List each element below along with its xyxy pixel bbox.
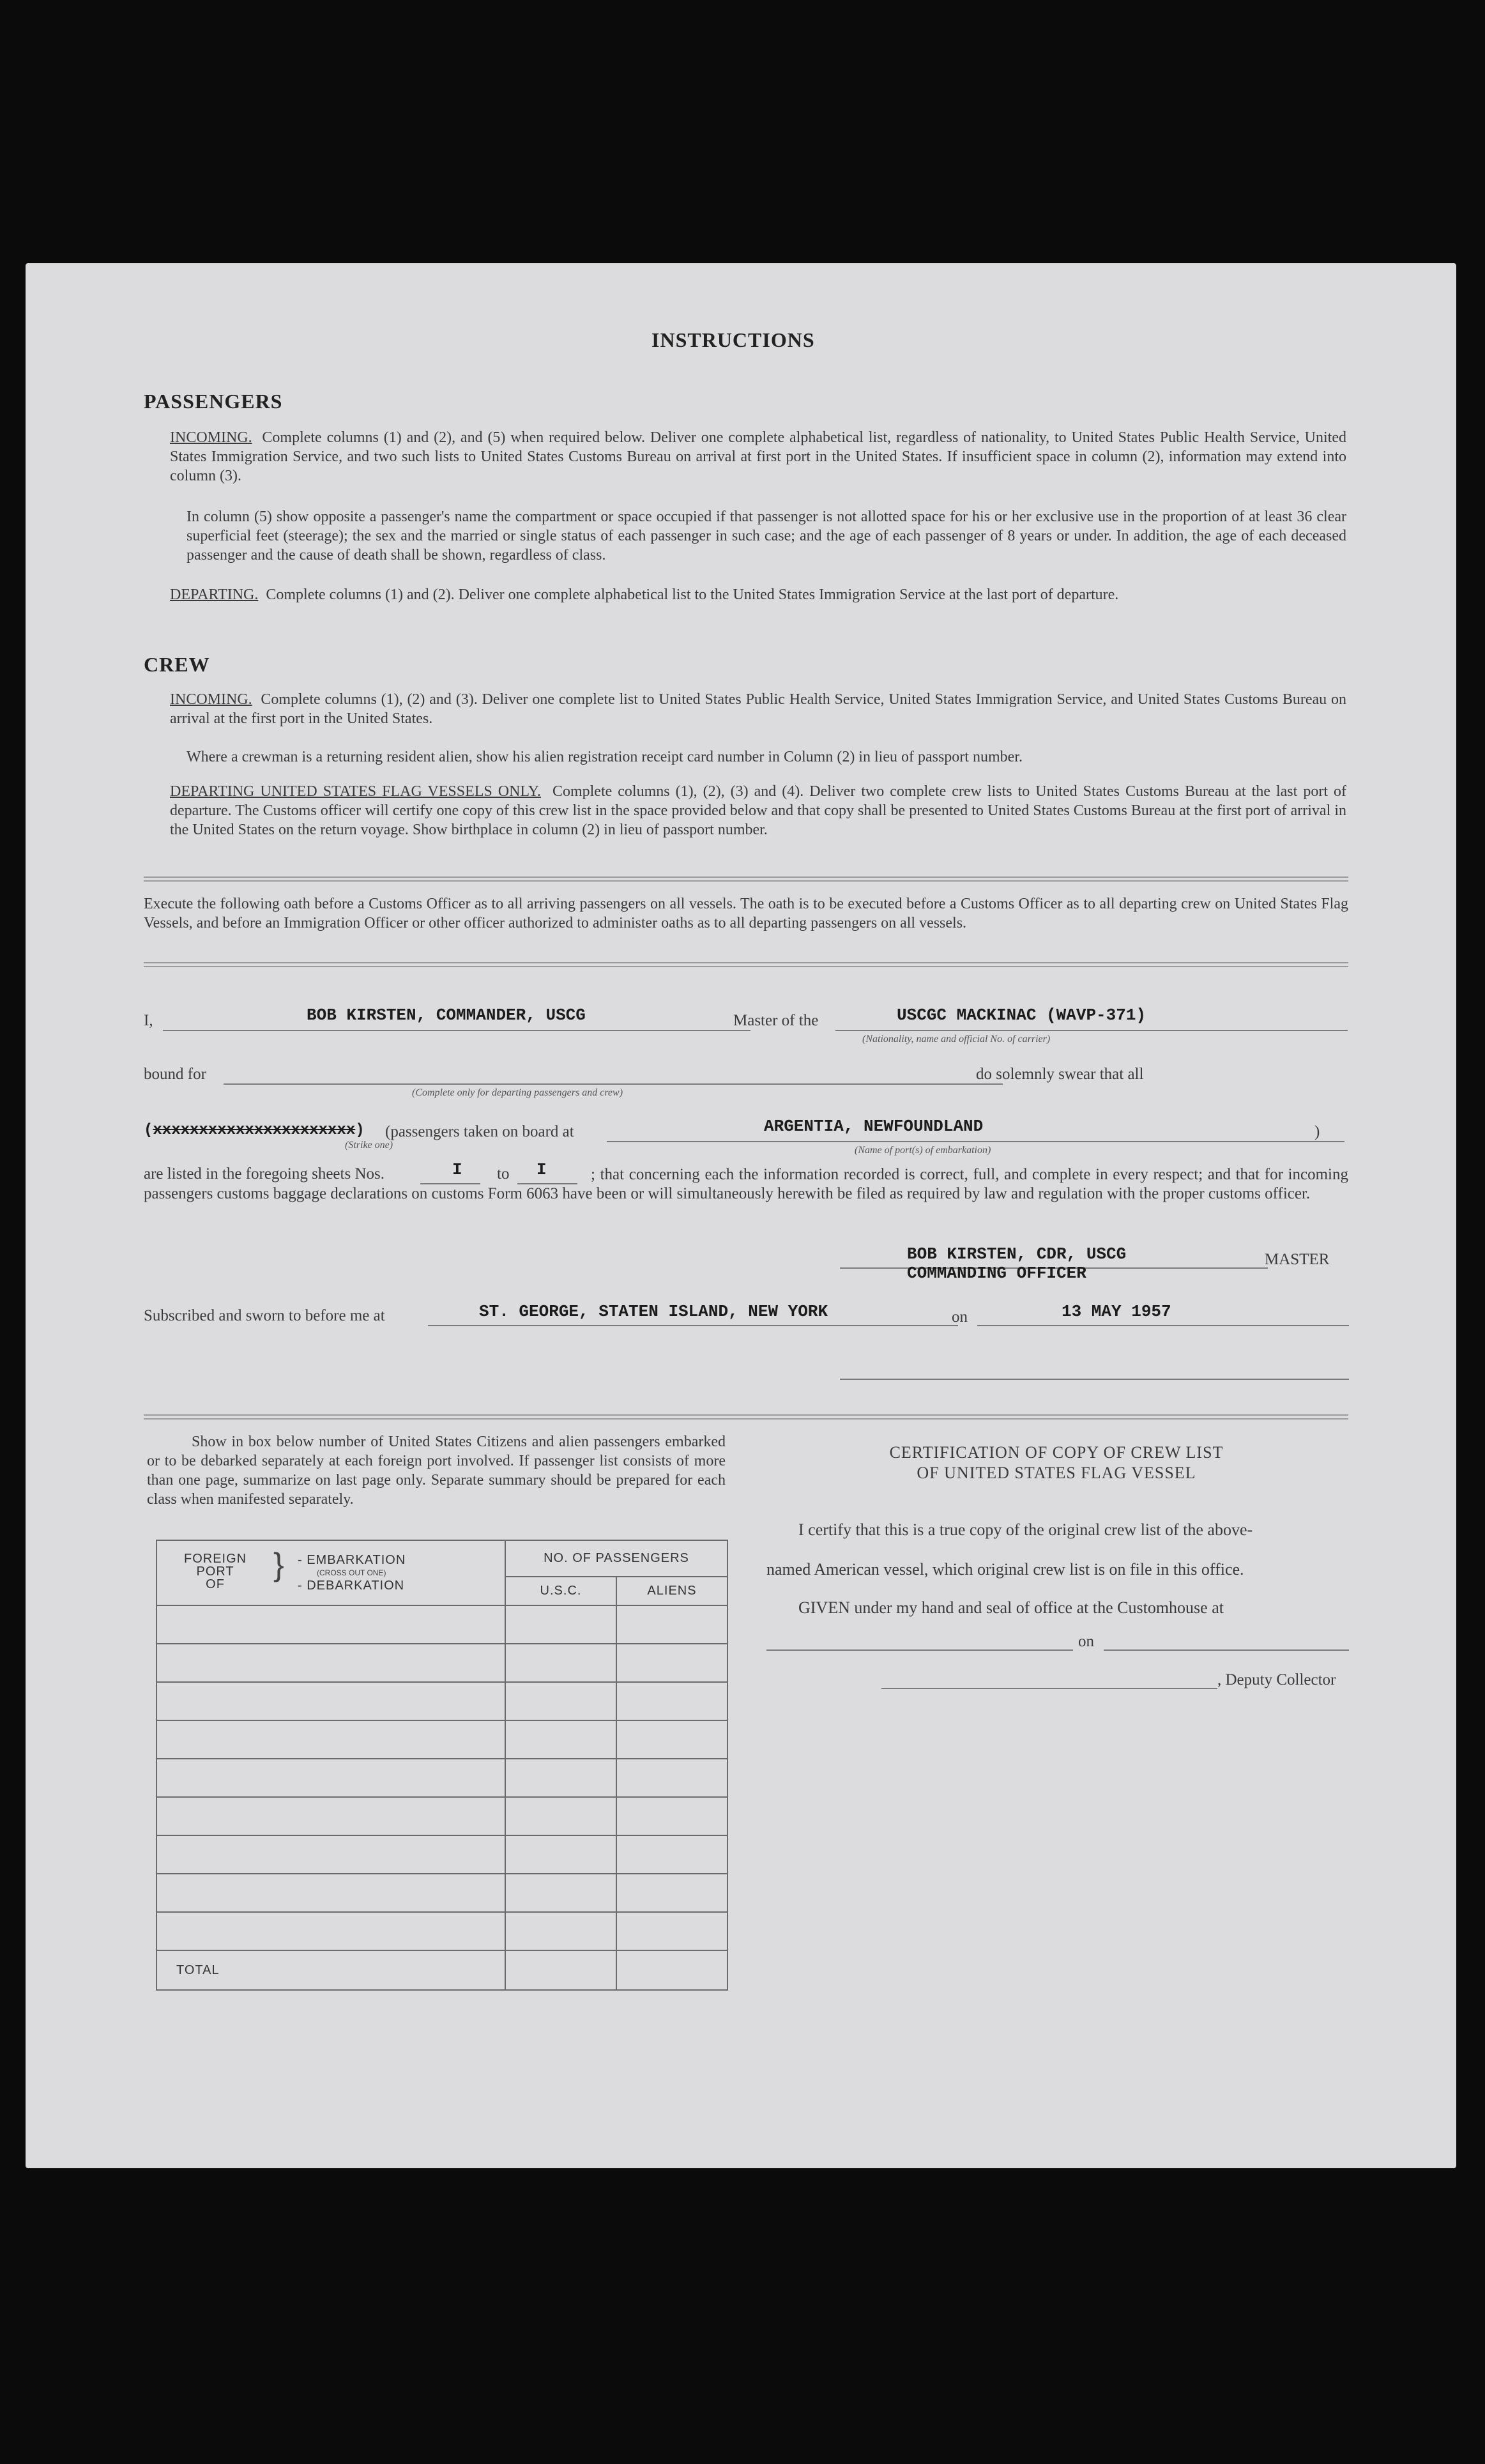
form-sheet: [26, 263, 1456, 2168]
port-caption: (Name of port(s) of embarkation): [855, 1145, 991, 1156]
table-row: [156, 1797, 727, 1835]
oath-intro: Execute the following oath before a Customs Officer as to all arriving passengers on all vessels. The oath is to be executed before a Customs Officer as to all departing crew on United States Flag Vessels, and before an Immigration Officer or other officer authorized to administer oaths as to all departing passengers on all vessels.: [144, 896, 1348, 931]
usc-cell[interactable]: [505, 1720, 616, 1759]
crew-departing-text: Complete columns (1), (2), (3) and (4). Deliver two complete crew lists to United States Customs Bureau at the last port of departure. The Customs officer will certify one copy of this crew list in the space provided below and that copy shall be presented to United States Customs Bureau at the first port of arrival in the United States on the return voyage. Show birthplace in column (2) in lieu of passport number.: [170, 783, 1346, 838]
on-label: on: [952, 1308, 968, 1326]
deputy-signature-line[interactable]: [881, 1688, 1217, 1689]
certification-text3: GIVEN under my hand and seal of office at the Customhouse at: [798, 1598, 1224, 1617]
aliens-header: ALIENS: [616, 1577, 727, 1605]
divider-2: [144, 962, 1348, 967]
name-line: [163, 1030, 750, 1031]
crew-departing-label: DEPARTING UNITED STATES FLAG VESSELS ONLY.: [170, 783, 541, 800]
sheet-from-field[interactable]: I: [452, 1160, 462, 1179]
instructions-title: INSTRUCTIONS: [651, 328, 815, 351]
aliens-cell[interactable]: [616, 1759, 727, 1797]
certification-title-line1: CERTIFICATION OF COPY OF CREW LIST: [889, 1443, 1224, 1462]
embarkation-option: - EMBARKATION: [298, 1553, 406, 1567]
table-row: [156, 1644, 727, 1682]
port-header-foreign: FOREIGN: [184, 1552, 247, 1566]
subscribed-label: Subscribed and sworn to before me at: [144, 1307, 385, 1324]
passengers-column5-text: In column (5) show opposite a passenger's name the compartment or space occupied if that passenger is not allotted space for his or her exclusive use in the proportion of at least 36 clear superficial feet (steerage); the sex and the married or single status of each passenger in such case; and the age of each passenger of 8 years or under. In addition, the age of each deceased passenger and the cause of death shall be shown, regardless of class.: [187, 509, 1346, 563]
certification-on-label: on: [1078, 1633, 1094, 1650]
place-field[interactable]: ST. GEORGE, STATEN ISLAND, NEW YORK: [479, 1302, 828, 1321]
signature-line2: COMMANDING OFFICER: [907, 1264, 1086, 1283]
oath-i-label: I,: [144, 1012, 153, 1029]
usc-cell[interactable]: [505, 1835, 616, 1874]
usc-cell[interactable]: [505, 1682, 616, 1720]
total-row: [156, 1950, 727, 1990]
cross-out-note: (CROSS OUT ONE): [317, 1568, 386, 1577]
port-cell[interactable]: [156, 1797, 505, 1835]
port-cell[interactable]: [156, 1874, 505, 1912]
vessel-field[interactable]: USCGC MACKINAC (WAVP-371): [897, 1006, 1146, 1025]
total-usc-cell[interactable]: [505, 1950, 616, 1990]
usc-cell[interactable]: [505, 1644, 616, 1682]
port-header-port: PORT: [196, 1565, 234, 1579]
strike-field[interactable]: (xxxxxxxxxxxxxxxxxxxxxx): [144, 1122, 365, 1139]
usc-cell[interactable]: [505, 1605, 616, 1644]
port-cell[interactable]: [156, 1912, 505, 1950]
passengers-departing-text: Complete columns (1) and (2). Deliver one complete alphabetical list to the United States Immigration Service at the last port of departure.: [266, 586, 1119, 603]
close-paren: ): [1314, 1123, 1320, 1140]
passengers-taken-label: (passengers taken on board at: [385, 1123, 574, 1140]
officer-signature-line: [840, 1379, 1349, 1380]
port-cell[interactable]: [156, 1835, 505, 1874]
debarkation-option: - DEBARKATION: [298, 1579, 405, 1593]
total-aliens-cell[interactable]: [616, 1950, 727, 1990]
summary-text: Show in box below number of United States Citizens and alien passengers embarked or to be debarked separately at each foreign port involved. If passenger list consists of more than one page, summarize on last page only. Separate summary should be prepared for each class when manifested separately.: [147, 1434, 726, 1508]
listed-label: are listed in the foregoing sheets Nos.: [144, 1165, 385, 1182]
signature-line1: BOB KIRSTEN, CDR, USCG: [907, 1244, 1127, 1264]
sheet-to-field[interactable]: I: [537, 1160, 547, 1179]
crew-alien-text: Where a crewman is a returning resident alien, show his alien registration receipt card number in Column (2) in lieu of passport number.: [187, 749, 1023, 765]
table-row: [156, 1874, 727, 1912]
aliens-cell[interactable]: [616, 1912, 727, 1950]
signature-block: [907, 1244, 1126, 1283]
aliens-cell[interactable]: [616, 1720, 727, 1759]
port-header-of: OF: [206, 1577, 225, 1591]
strike-caption: (Strike one): [345, 1140, 393, 1151]
summary-table: [156, 1540, 728, 1991]
total-label: TOTAL: [156, 1950, 505, 1990]
usc-header: U.S.C.: [505, 1577, 616, 1605]
usc-cell[interactable]: [505, 1759, 616, 1797]
deputy-collector-label: , Deputy Collector: [1217, 1671, 1336, 1688]
aliens-cell[interactable]: [616, 1874, 727, 1912]
table-row: [156, 1682, 727, 1720]
date-line: [977, 1325, 1349, 1326]
table-row: [156, 1835, 727, 1874]
aliens-cell[interactable]: [616, 1682, 727, 1720]
usc-cell[interactable]: [505, 1797, 616, 1835]
port-cell[interactable]: [156, 1720, 505, 1759]
vessel-caption: (Nationality, name and official No. of carrier): [862, 1034, 1051, 1045]
strike-value: xxxxxxxxxxxxxxxxxxxxxx: [153, 1122, 356, 1139]
port-cell[interactable]: [156, 1682, 505, 1720]
aliens-cell[interactable]: [616, 1835, 727, 1874]
place-line: [428, 1325, 958, 1326]
passengers-heading: PASSENGERS: [144, 390, 283, 413]
divider-1: [144, 876, 1348, 882]
table-row: [156, 1912, 727, 1950]
customhouse-line[interactable]: [766, 1649, 1073, 1651]
to-label: to: [497, 1165, 510, 1182]
divider-3: [144, 1414, 1348, 1419]
crew-incoming-label: INCOMING.: [170, 691, 252, 708]
master-name-field[interactable]: BOB KIRSTEN, COMMANDER, USCG: [307, 1006, 586, 1025]
vessel-line: [835, 1030, 1348, 1031]
passengers-incoming-text: Complete columns (1) and (2), and (5) when required below. Deliver one complete alphabetical list, regardless of nationality, to United States Public Health Service, United States Immigration Service, and two such lists to United States Customs Bureau on arrival at first port in the United States. If insufficient space in column (2), information may extend into column (3).: [170, 429, 1346, 484]
certification-text1: I certify that this is a true copy of the original crew list of the above-: [798, 1520, 1253, 1539]
swear-label: do solemnly swear that all: [976, 1066, 1144, 1083]
usc-cell[interactable]: [505, 1912, 616, 1950]
certification-title-line2: OF UNITED STATES FLAG VESSEL: [917, 1464, 1196, 1482]
certification-title: [766, 1442, 1346, 1483]
bound-caption: (Complete only for departing passengers and crew): [412, 1087, 623, 1098]
no-passengers-header: NO. OF PASSENGERS: [505, 1540, 727, 1577]
master-of-label: Master of the: [733, 1012, 819, 1029]
aliens-cell[interactable]: [616, 1797, 727, 1835]
port-cell[interactable]: [156, 1605, 505, 1644]
usc-cell[interactable]: [505, 1874, 616, 1912]
aliens-cell[interactable]: [616, 1605, 727, 1644]
crew-incoming: [170, 690, 1346, 728]
table-row: [156, 1605, 727, 1644]
crew-departing: [170, 782, 1346, 839]
certification-date-line[interactable]: [1104, 1649, 1349, 1651]
table-row: [156, 1759, 727, 1797]
crew-incoming-text: Complete columns (1), (2) and (3). Deliver one complete list to United States Public Health Service, United States Immigration Service, and United States Customs Bureau on arrival at the first port in the United States.: [170, 691, 1346, 727]
bound-for-line[interactable]: [224, 1083, 1003, 1085]
passengers-departing: [170, 585, 1346, 604]
aliens-cell[interactable]: [616, 1644, 727, 1682]
listed-text: ; that concerning each the information recorded is correct, full, and complete in every respect; and that for incoming passengers customs baggage declarations on customs Form 6063 have been or will simultaneously herewith be filed as required by law and regulation with the proper customs officer.: [144, 1166, 1348, 1202]
brace-icon: }: [273, 1547, 284, 1582]
crew-heading: CREW: [144, 653, 210, 676]
port-field[interactable]: ARGENTIA, NEWFOUNDLAND: [764, 1117, 984, 1136]
passengers-incoming: [170, 428, 1346, 486]
bound-for-label: bound for: [144, 1066, 206, 1083]
port-header: [156, 1540, 505, 1605]
passengers-departing-label: DEPARTING.: [170, 586, 259, 603]
port-cell[interactable]: [156, 1644, 505, 1682]
certification-text2: named American vessel, which original crew list is on file in this office.: [766, 1560, 1244, 1579]
date-field[interactable]: 13 MAY 1957: [1062, 1302, 1171, 1321]
master-label: MASTER: [1265, 1251, 1330, 1268]
port-cell[interactable]: [156, 1759, 505, 1797]
passengers-incoming-label: INCOMING.: [170, 429, 252, 446]
table-row: [156, 1720, 727, 1759]
port-line: [607, 1141, 1344, 1142]
